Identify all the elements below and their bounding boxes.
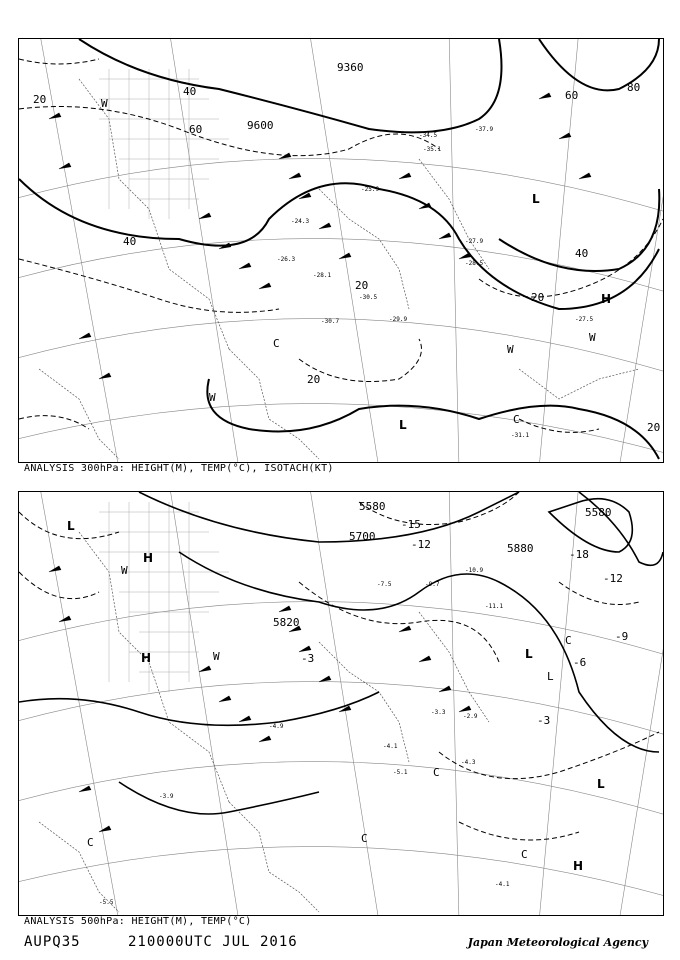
temp-contour-label: -18: [569, 548, 589, 561]
temp-value: -5.5: [99, 899, 114, 906]
temp-value: -3.3: [431, 709, 446, 716]
temp-value: -24.3: [291, 218, 310, 225]
temp-value: -3.9: [159, 793, 174, 800]
warm-center-symbol: W: [121, 564, 128, 577]
isotach-label: 20: [33, 93, 47, 106]
low-pressure-symbol: L: [399, 418, 407, 432]
height-label: 9600: [247, 119, 274, 132]
height-label: 5580: [585, 506, 612, 519]
temperature-contours: [19, 492, 659, 840]
high-pressure-symbol: H: [141, 651, 152, 665]
temp-contour-label: -12: [603, 572, 623, 585]
temp-contour-label: -9: [615, 630, 629, 643]
chart-300hpa-map: [19, 39, 663, 462]
high-pressure-symbol: H: [143, 551, 154, 565]
temp-value: -25.9: [361, 186, 380, 193]
low-pressure-symbol: L: [597, 777, 605, 791]
temp-value: -30.7: [321, 318, 340, 325]
isotach-label: 40: [183, 85, 197, 98]
warm-center-symbol: W: [213, 650, 220, 663]
temp-contour-label: -6: [573, 656, 587, 669]
warm-center-symbol: W: [507, 343, 514, 356]
wind-barbs: [49, 566, 471, 832]
isotach-contours: [19, 59, 663, 432]
isotach-label: 60: [565, 89, 579, 102]
temp-value: -7.5: [377, 581, 392, 588]
cold-center-symbol: C: [87, 836, 94, 849]
low-pressure-symbol: L: [67, 519, 75, 533]
temp-value: -4.3: [461, 759, 476, 766]
isotach-label: 20: [307, 373, 321, 386]
temp-value: -29.9: [389, 316, 408, 323]
high-pressure-symbol: H: [601, 292, 612, 306]
temp-value: -34.5: [419, 132, 438, 139]
height-label: 9360: [337, 61, 364, 74]
agency-name: Japan Meteorological Agency: [467, 936, 648, 949]
isotach-label: 60: [189, 123, 203, 136]
temp-value: -11.1: [485, 603, 504, 610]
temp-value: -31.1: [511, 432, 530, 439]
temp-value: -30.5: [359, 294, 378, 301]
cold-center-symbol: C: [513, 413, 520, 426]
graticule: [19, 39, 663, 462]
height-contours: [19, 39, 659, 459]
graticule: [19, 492, 663, 915]
temp-value: -4.1: [495, 881, 510, 888]
isotach-label: 40: [123, 235, 137, 248]
isotach-label: 80: [627, 81, 641, 94]
temp-value: -28.5: [465, 260, 484, 267]
temp-value: -27.5: [575, 316, 594, 323]
cold-center-symbol: C: [361, 832, 368, 845]
temp-value: -37.9: [475, 126, 494, 133]
hatched-area: [99, 69, 229, 219]
temp-contour-label: -15: [401, 518, 421, 531]
temp-value: -5.1: [393, 769, 408, 776]
height-label: 5700: [349, 530, 376, 543]
chart-500hpa: [18, 491, 664, 916]
cold-center-symbol: C: [521, 848, 528, 861]
isotach-label: 40: [575, 247, 589, 260]
temp-value: -27.9: [465, 238, 484, 245]
caption-500hpa: ANALYSIS 500hPa: HEIGHT(M), TEMP(°C): [24, 916, 252, 927]
isotach-label: 20: [647, 421, 661, 434]
isotach-label: 20: [531, 291, 545, 304]
temp-value: -4.9: [269, 723, 284, 730]
warm-center-symbol: W: [589, 331, 596, 344]
warm-center-symbol: W: [101, 97, 108, 110]
high-pressure-symbol: H: [573, 859, 584, 873]
cold-center-symbol: C: [565, 634, 572, 647]
isotach-label: 20: [355, 279, 369, 292]
temp-value: -28.1: [313, 272, 332, 279]
temp-value: -9.7: [425, 581, 440, 588]
bulletin-code: AUPQ35: [24, 934, 81, 950]
low-pressure-symbol: L: [532, 192, 540, 206]
temp-contour-label: -3: [537, 714, 551, 727]
caption-300hpa: ANALYSIS 300hPa: HEIGHT(M), TEMP(°C), ISOTACH(KT): [24, 463, 334, 474]
low-pressure-symbol: L: [525, 647, 533, 661]
chart-500hpa-map: [19, 492, 663, 915]
hatched-area: [99, 502, 229, 692]
height-label: 5580: [359, 500, 386, 513]
temp-value: -26.3: [277, 256, 296, 263]
height-contours: [19, 492, 663, 814]
coastline: [39, 532, 489, 912]
temp-value: -2.9: [463, 713, 478, 720]
height-label: 5820: [273, 616, 300, 629]
warm-center-symbol: W: [209, 391, 216, 404]
cold-center-symbol: C: [433, 766, 440, 779]
temp-value: -10.9: [465, 567, 484, 574]
low-pressure-symbol: L: [547, 670, 554, 683]
height-label: 5880: [507, 542, 534, 555]
temp-value: -4.1: [383, 743, 398, 750]
valid-time: 210000UTC JUL 2016: [128, 934, 298, 950]
temp-contour-label: -12: [411, 538, 431, 551]
temp-value: -35.1: [423, 146, 442, 153]
chart-300hpa: [18, 38, 664, 463]
cold-center-symbol: C: [273, 337, 280, 350]
temp-contour-label: -3: [301, 652, 315, 665]
